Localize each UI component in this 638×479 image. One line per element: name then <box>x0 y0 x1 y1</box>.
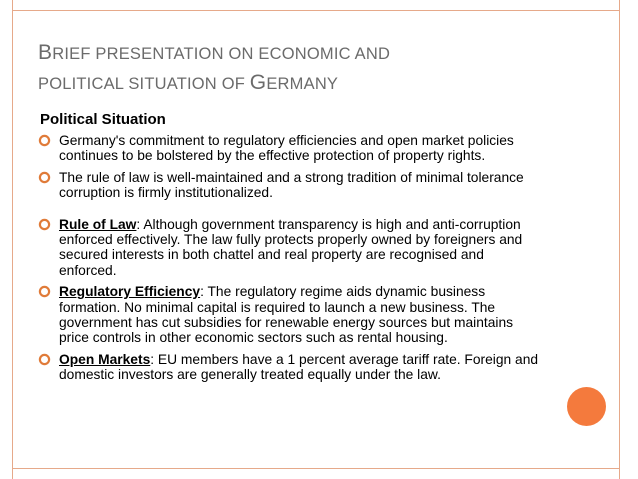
bullet-item <box>0 217 610 279</box>
title-line2-rest: POLITICAL SITUATION OF <box>38 75 250 94</box>
title-line1-rest: RIEF PRESENTATION ON ECONOMIC AND <box>52 45 391 63</box>
section-heading: Political Situation <box>40 111 166 128</box>
orange-circle-decoration <box>567 387 606 426</box>
frame-line-right <box>619 0 620 479</box>
bullet-text: Germany's commitment to regulatory efficiencies and open market policies continues to be bolstered by the effective protection of property rights. <box>59 133 514 164</box>
bullet-item <box>0 284 610 346</box>
ring-bullet-icon <box>38 218 51 231</box>
bullet-text: : Although government transparency is high and anti-corruption enforced effectively. The law fully protects properly owned by foreigners and secured interests in both chattel and real property are recognised and enforced. <box>59 216 523 278</box>
title-line2-tail: ERMANY <box>266 75 339 94</box>
bullet-text: : The regulatory regime aids dynamic business formation. No minimal capital is required to launch a new business. The government has cut subsidies for renewable energy sources but maintains price controls in other economic sectors such as rental housing. <box>59 284 514 346</box>
title-initial-g: G <box>249 71 267 95</box>
title-initial-b: B <box>38 41 53 64</box>
bullet-term: Open Markets <box>59 351 151 367</box>
ring-bullet-icon <box>38 285 51 298</box>
frame-line-top <box>12 10 620 11</box>
bullet-text: The rule of law is well-maintained and a strong tradition of minimal tolerance corruption is firmly institutionalized. <box>59 169 524 201</box>
bullet-term: Regulatory Efficiency <box>59 284 201 300</box>
ring-bullet-icon <box>38 171 51 184</box>
frame-line-bottom <box>12 468 620 469</box>
bullet-text: : EU members have a 1 percent average tariff rate. Foreign and domestic investors are generally treated equally under the law. <box>59 351 539 383</box>
bullet-list <box>0 133 610 383</box>
ring-bullet-icon <box>38 353 51 366</box>
bullet-item <box>0 133 610 164</box>
ring-bullet-icon <box>38 134 51 147</box>
slide-title <box>38 38 598 99</box>
bullet-term: Rule of Law <box>59 216 137 232</box>
bullet-item <box>0 352 610 383</box>
bullet-item <box>0 170 610 201</box>
